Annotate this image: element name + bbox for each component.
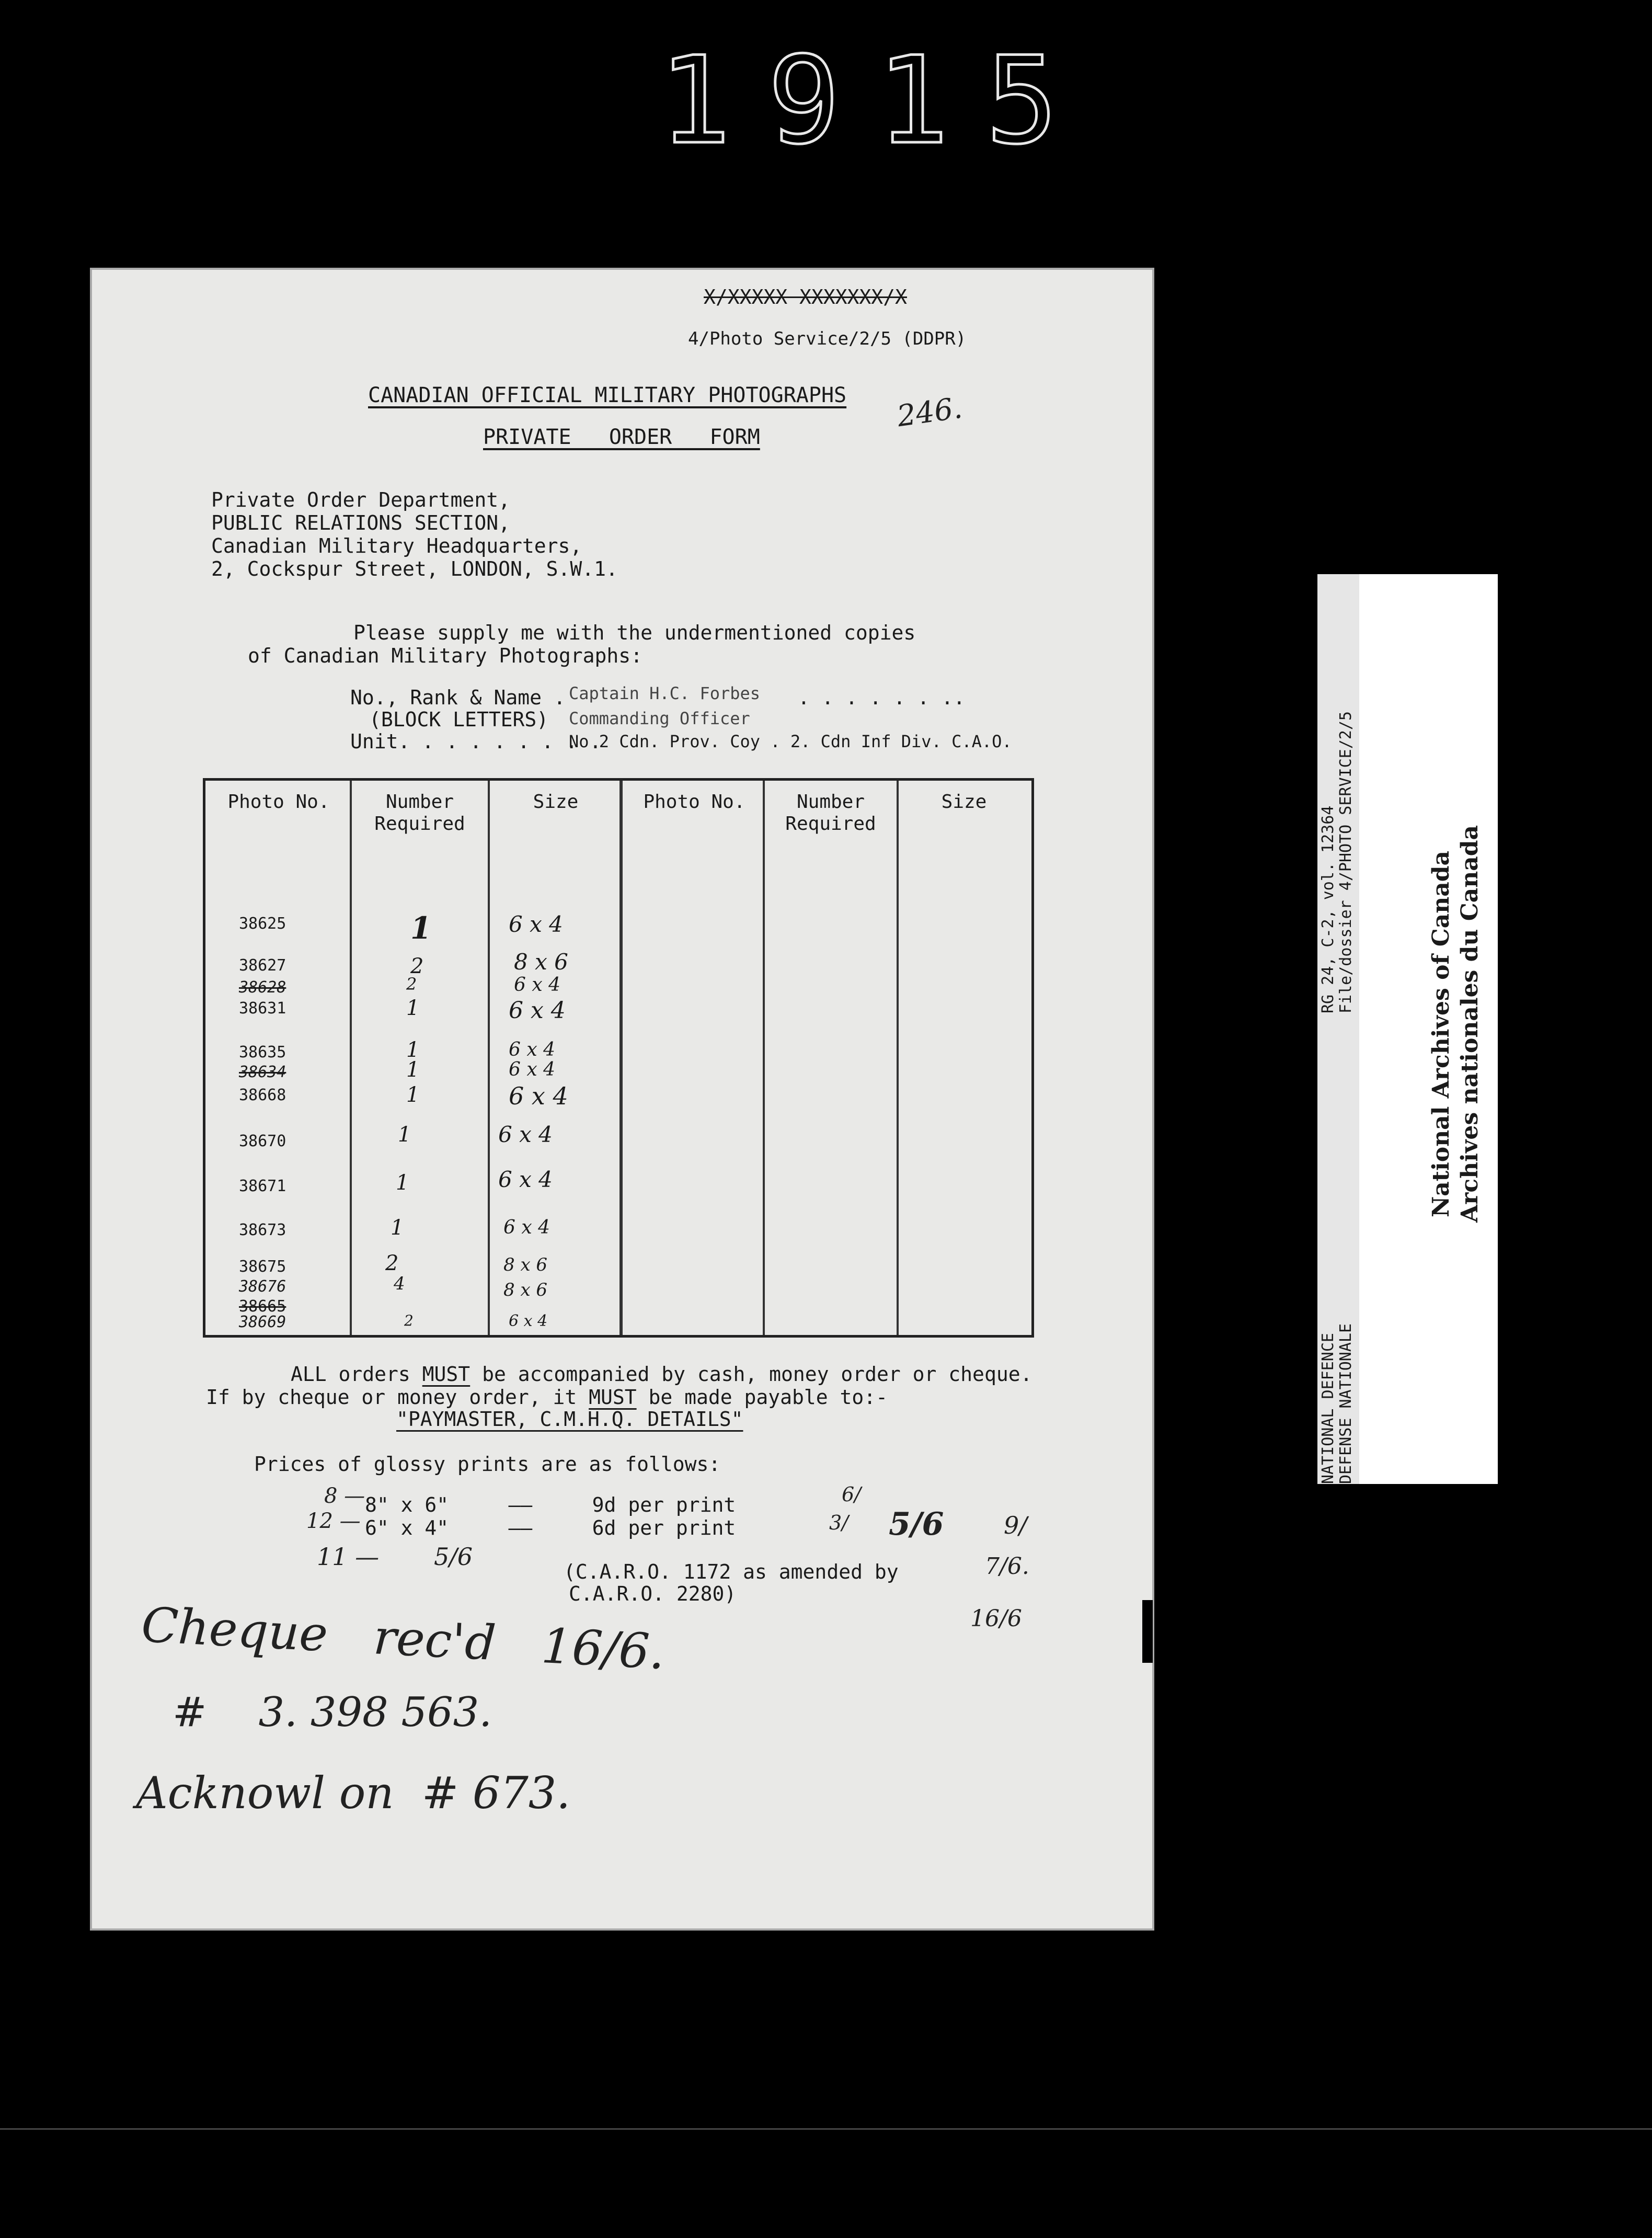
dept-fr: DEFENSE NATIONALE <box>1337 1323 1355 1484</box>
address-line-3: Canadian Military Headquarters, <box>211 534 582 557</box>
archive-name-fr: Archives nationales du Canada <box>1456 825 1483 1223</box>
payee-name: "PAYMASTER, C.M.H.Q. DETAILS" <box>396 1408 743 1431</box>
header-photo-no-2: Photo No. <box>643 791 745 813</box>
archive-ref-1: RG 24, C-2, vol. 12364 <box>1319 805 1337 1013</box>
table-row-photo: 38675 <box>239 1258 286 1276</box>
price-note-2: C.A.R.O. 2280) <box>569 1582 737 1605</box>
header-number-required-2: Number Required <box>785 791 876 835</box>
annotation-5-6: 5/6 <box>434 1543 473 1571</box>
table-row-qty: 1 <box>410 910 432 946</box>
table-row-qty: 1 <box>406 1058 420 1082</box>
table-row-size: 6 x 4 <box>514 974 560 996</box>
table-row-size: 6 x 4 <box>498 1122 553 1147</box>
table-row-photo: 38671 <box>239 1177 286 1195</box>
margin-3: 3/ <box>829 1511 848 1534</box>
header-number-required: Number Required <box>374 791 465 835</box>
table-row-photo: 38668 <box>239 1086 286 1104</box>
table-column-divider <box>488 781 490 1335</box>
payment-line-1a: ALL orders <box>291 1363 422 1386</box>
page-edge-notch <box>1142 1600 1153 1663</box>
table-column-divider <box>350 781 352 1335</box>
unit-value: No 2 Cdn. Prov. Coy . 2. Cdn Inf Div. C.A.O. <box>569 732 1012 751</box>
acknowledged-note: Acknowl on # 673. <box>136 1767 570 1819</box>
table-row-photo: 38665 <box>239 1297 286 1316</box>
table-row-photo: 38676 <box>239 1277 286 1296</box>
name-label: No., Rank & Name . <box>350 686 578 709</box>
scan-divider-line <box>0 2128 1652 2130</box>
price-note-1: (C.A.R.O. 1172 as amended by <box>564 1560 899 1583</box>
table-row-qty: 2 <box>410 954 424 978</box>
table-row-photo: 38635 <box>239 1043 286 1061</box>
archive-name-en: National Archives of Canada <box>1428 850 1454 1217</box>
archive-ref-2: File/dossier 4/PHOTO SERVICE/2/5 <box>1337 711 1355 1013</box>
table-row-photo: 38628 <box>239 978 286 997</box>
table-row-qty: 1 <box>398 1123 411 1147</box>
table-row-photo: 38669 <box>239 1313 286 1331</box>
table-row-photo: 38634 <box>239 1063 286 1081</box>
table-row-photo: 38670 <box>239 1132 286 1150</box>
table-row-qty: 1 <box>391 1216 404 1240</box>
table-column-divider <box>897 781 899 1335</box>
table-row-qty: 4 <box>394 1273 405 1294</box>
name-value: Captain H.C. Forbes <box>569 683 761 703</box>
table-column-divider <box>763 781 765 1335</box>
table-row-size: 8 x 6 <box>503 1280 548 1300</box>
cheque-received-note: Cheque rec'd 16/6. <box>140 1596 667 1681</box>
cheque-number-note: # 3. 398 563. <box>173 1689 492 1736</box>
name-dots: . . . . . . .. <box>798 686 966 709</box>
table-row-size: 8 x 6 <box>514 949 568 975</box>
payment-line-2 <box>206 1386 888 1409</box>
header-photo-no: Photo No. <box>227 791 330 813</box>
form-subtitle: PRIVATE ORDER FORM <box>483 425 760 449</box>
year-stamp: 1915 <box>659 31 1095 171</box>
table-row-qty: 1 <box>406 1038 420 1062</box>
table-row-qty: 1 <box>396 1171 409 1195</box>
folio-number: 246. <box>895 391 965 434</box>
address-line-2: PUBLIC RELATIONS SECTION, <box>211 511 510 534</box>
block-letters-value: Commanding Officer <box>569 709 750 728</box>
table-row-size: 6 x 4 <box>509 1059 555 1080</box>
table-row-qty: 2 <box>404 1312 414 1329</box>
table-row-qty: 2 <box>385 1251 399 1275</box>
table-row-size: 6 x 4 <box>509 911 563 937</box>
payment-line-1 <box>291 1363 1032 1386</box>
annotation-8: 8 — <box>324 1484 365 1508</box>
request-line-2: of Canadian Military Photographs: <box>248 644 643 667</box>
table-row-photo: 38627 <box>239 956 286 975</box>
payment-line-2b: be made payable to:- <box>636 1386 888 1409</box>
annotation-11: 11 — <box>317 1543 380 1571</box>
table-row-size: 6 x 4 <box>498 1167 553 1192</box>
table-row-size: 6 x 4 <box>509 997 566 1024</box>
payment-line-1b: be accompanied by cash, money order or cheque. <box>470 1363 1032 1386</box>
margin-7-6: 7/6. <box>985 1553 1029 1580</box>
table-row-photo: 38631 <box>239 999 286 1018</box>
dept-en: NATIONAL DEFENCE <box>1319 1333 1337 1484</box>
header-size-2: Size <box>941 791 987 813</box>
prices-heading: Prices of glossy prints are as follows: <box>254 1453 721 1476</box>
table-row-size: 6 x 4 <box>509 1312 548 1330</box>
margin-16-6: 16/6 <box>970 1605 1022 1632</box>
address-line-1: Private Order Department, <box>211 488 510 511</box>
price-row-8x6: 8" x 6" —— 9d per print <box>365 1493 736 1516</box>
header-size: Size <box>533 791 579 813</box>
table-row-size: 6 x 4 <box>509 1082 568 1110</box>
must-emphasis: MUST <box>589 1386 637 1409</box>
table-row-size: 8 x 6 <box>503 1254 548 1275</box>
request-line-1: Please supply me with the undermentioned copies <box>353 621 916 644</box>
file-reference: 4/Photo Service/2/5 (DDPR) <box>688 328 967 349</box>
table-row-qty: 2 <box>406 974 417 994</box>
must-emphasis: MUST <box>422 1363 471 1386</box>
struck-reference: X/XXXXX XXXXXXX/X <box>704 286 907 309</box>
annotation-12: 12 — <box>306 1509 361 1533</box>
table-row-qty: 1 <box>406 1083 420 1107</box>
unit-label: Unit. . . . . . . . . <box>350 730 602 753</box>
payment-line-2a: If by cheque or money order, it <box>206 1386 589 1409</box>
table-row-photo: 38625 <box>239 915 286 933</box>
margin-6: 6/ <box>842 1483 861 1506</box>
table-row-size: 6 x 4 <box>509 1039 555 1060</box>
block-letters-label: (BLOCK LETTERS) <box>369 708 549 731</box>
table-row-size: 6 x 4 <box>503 1217 550 1238</box>
form-title: CANADIAN OFFICIAL MILITARY PHOTOGRAPHS <box>368 383 847 407</box>
order-table <box>203 778 1034 1338</box>
archive-label <box>1317 574 1498 1484</box>
price-row-6x4: 6" x 4" —— 6d per print <box>365 1516 736 1539</box>
margin-5-6: 5/6 <box>889 1506 944 1543</box>
margin-9: 9/ <box>1004 1511 1027 1539</box>
table-row-qty: 1 <box>406 996 420 1020</box>
table-row-photo: 38673 <box>239 1221 286 1239</box>
address-line-4: 2, Cockspur Street, LONDON, S.W.1. <box>211 557 618 580</box>
table-column-divider <box>620 781 623 1335</box>
